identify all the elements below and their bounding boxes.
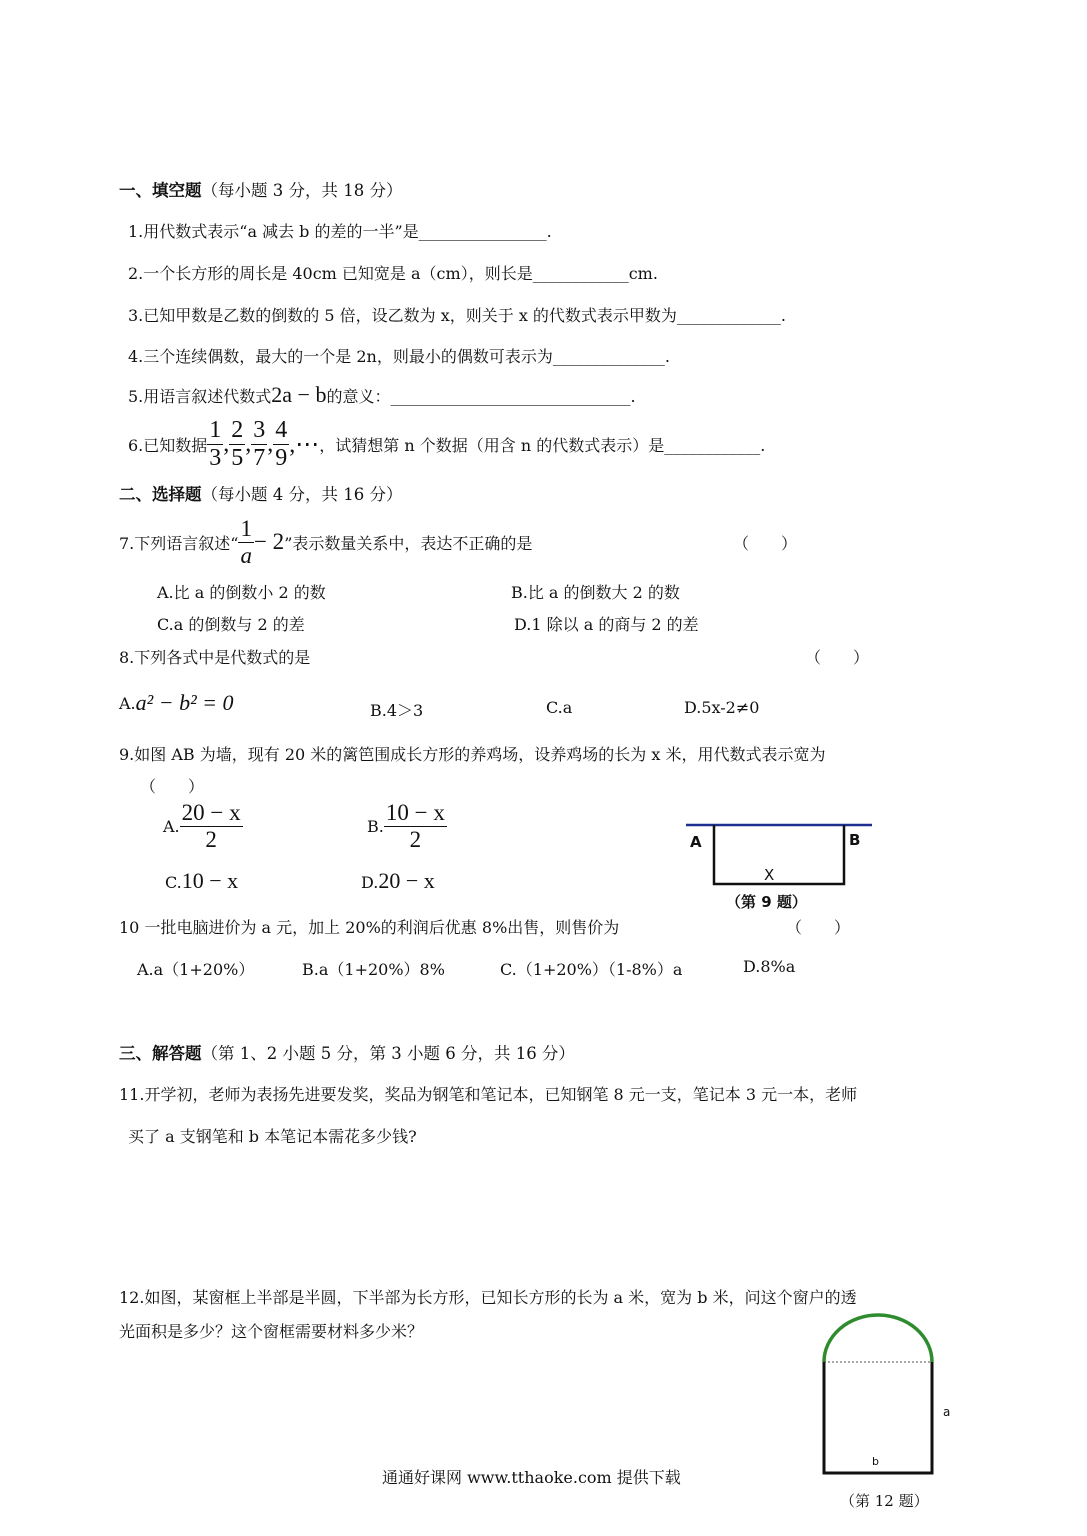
figure-12 (815, 1308, 965, 1518)
q8-option-a-expr: a² − b² = 0 (135, 690, 234, 715)
question-11-line-1: 11.开学初，老师为表扬先进要发奖，奖品为钢笔和笔记本，已知钢笔 8 元一支，笔记本 3 元一本，老师 (119, 1085, 858, 1104)
fig9-label-b: B (849, 831, 861, 849)
section-1-heading (119, 177, 402, 201)
q9-option-a: A. $\frac{20 - x}{2}$ (163, 800, 241, 852)
q9-option-c: C. 10 − x (165, 868, 239, 893)
question-1: 1.用代数式表示“a 减去 b 的差的一半”是________________. (128, 222, 552, 241)
page-footer: 通通好课网 www.tthaoke.com 提供下载 (382, 1468, 681, 1487)
q6-fraction-1: $\frac{1}{3}$ (209, 416, 222, 471)
fig12-caption: （第 12 题） (840, 1492, 929, 1510)
q7-fraction: $\frac{1}{a}$ (240, 515, 252, 568)
question-10-answer-paren: （ ） (786, 918, 851, 937)
q6-fraction-3: $\frac{3}{7}$ (253, 416, 266, 471)
fig12-label-a: a (943, 1405, 951, 1419)
q7-option-a: A.比 a 的倒数小 2 的数 (157, 583, 326, 602)
question-2: 2.一个长方形的周长是 40cm 已知宽是 a（cm），则长是____________cm. (128, 264, 658, 283)
question-12-line-2: 光面积是多少？这个窗框需要材料多少米？ (119, 1322, 424, 1341)
section-1-title: 一、填空题 (119, 181, 202, 200)
question-5 (128, 382, 636, 408)
section-2-title: 二、选择题 (119, 485, 202, 504)
fig12-label-b: b (872, 1455, 879, 1468)
window-semicircle-arc (824, 1315, 932, 1362)
section-3-heading (119, 1040, 575, 1064)
q6-fraction-2: $\frac{2}{5}$ (231, 416, 244, 471)
q9-option-d: D. 20 − x (361, 868, 435, 893)
q7-option-d: D.1 除以 a 的商与 2 的差 (514, 615, 699, 634)
question-5-expr: 2a − b (271, 382, 327, 407)
fence-rect (714, 825, 844, 884)
q10-option-b: B.a（1+20%）8% (302, 960, 445, 979)
q9-option-b: B. $\frac{10 - x}{2}$ (367, 800, 445, 852)
q6-dots: ,⋯ (289, 431, 320, 458)
question-8-answer-paren: （ ） (805, 648, 870, 667)
question-7 (119, 512, 532, 572)
question-6: 6.已知数据 $\frac{1}{3}$ , $\frac{2}{5}$ , $\frac{3}{7}$ , $\frac{4}{9}$ ,⋯ ，试猜想第 n 个数据（用含 n 的代数式表示）是____________. (128, 416, 766, 471)
question-9: 9.如图 AB 为墙，现有 20 米的篱笆围成长方形的养鸡场，设养鸡场的长为 x 米，用代数式表示宽为 (119, 745, 826, 764)
fig9-label-a: A (690, 833, 702, 851)
q8-option-c: C.a (546, 698, 573, 717)
question-10: 10 一批电脑进价为 a 元，加上 20%的利润后优惠 8%出售，则售价为 (119, 918, 620, 937)
question-9-answer-paren: （ ） (140, 777, 205, 796)
question-7-pre: 7.下列语言叙述“ (119, 533, 239, 553)
q9-option-a-fraction: $\frac{20 - x}{2}$ (181, 800, 241, 852)
q10-option-a: A.a（1+20%） (137, 960, 255, 979)
question-8: 8.下列各式中是代数式的是 (119, 648, 311, 667)
question-6-pre: 6.已知数据 (128, 435, 208, 455)
q7-minus: − 2 (253, 529, 285, 554)
q10-option-d: D.8%a (743, 957, 796, 976)
question-12-line-1: 12.如图，某窗框上半部是半圆，下半部为长方形，已知长方形的长为 a 米，宽为 b 米，问这个窗户的透 (119, 1288, 857, 1307)
question-6-post: ，试猜想第 n 个数据（用含 n 的代数式表示）是____________. (319, 435, 766, 455)
q7-option-c: C.a 的倒数与 2 的差 (157, 615, 305, 634)
section-3-title: 三、解答题 (119, 1044, 202, 1063)
question-7-post: ”表示数量关系中，表达不正确的是 (284, 533, 533, 553)
q10-option-c: C.（1+20%）（1-8%）a (500, 960, 683, 979)
section-1-note: （每小题 3 分，共 18 分） (201, 181, 403, 200)
section-2-note: （每小题 4 分，共 16 分） (201, 485, 403, 504)
question-4: 4.三个连续偶数，最大的一个是 2n，则最小的偶数可表示为______________. (128, 347, 670, 366)
question-5-post: 的意义：______________________________. (326, 387, 636, 406)
question-11-line-2: 买了 a 支钢笔和 b 本笔记本需花多少钱? (128, 1127, 417, 1146)
question-5-pre: 5.用语言叙述代数式 (128, 387, 272, 406)
q7-option-b: B.比 a 的倒数大 2 的数 (511, 583, 680, 602)
q8-option-a: A. a² − b² = 0 (119, 690, 234, 715)
fig9-caption: （第 9 题） (726, 893, 807, 911)
question-3: 3.已知甲数是乙数的倒数的 5 倍，设乙数为 x，则关于 x 的代数式表示甲数为_____________. (128, 306, 787, 325)
q9-option-b-fraction: $\frac{10 - x}{2}$ (385, 800, 445, 852)
section-3-note: （第 1、2 小题 5 分，第 3 小题 6 分，共 16 分） (201, 1044, 575, 1063)
q8-option-d: D.5x-2≠0 (684, 698, 760, 717)
q6-fraction-4: $\frac{4}{9}$ (275, 416, 288, 471)
question-7-answer-paren: （ ） (733, 534, 798, 553)
figure-9 (680, 818, 880, 918)
section-2-heading (119, 481, 402, 505)
q8-option-b: B.4＞3 (370, 701, 424, 720)
fig9-label-x: X (764, 866, 775, 884)
